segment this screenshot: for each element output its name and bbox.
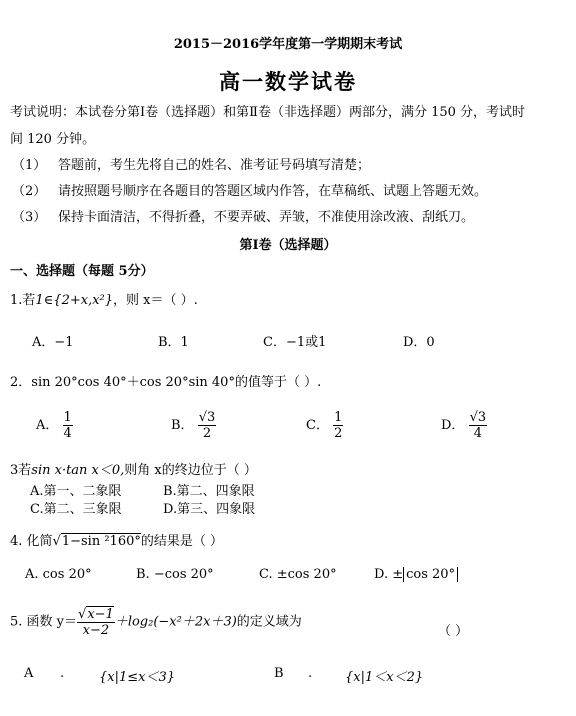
q4-sqrt-symbol: √ (52, 534, 61, 549)
q2-b-numerator: √3 (198, 410, 216, 425)
q4-radicand: 1−sin ²160° (61, 534, 141, 549)
q2-option-c-fraction (333, 410, 343, 441)
q2-c-denominator: 2 (334, 426, 343, 441)
instructions-line-1: 考试说明：本试卷分第Ⅰ卷（选择题）和第Ⅱ卷（非选择题）两部分，满分 150 分，考试时 (10, 105, 526, 120)
q3-option-a: A.第一、二象限 (30, 484, 122, 499)
q2-option-a-label: A． (36, 418, 59, 433)
q2-option-a (36, 410, 73, 441)
question-5-stem (10, 606, 302, 638)
q2-option-d-fraction (469, 410, 488, 441)
q5-denominator: x−2 (82, 623, 110, 638)
q5-numerator: √x−1 (78, 607, 114, 622)
part-one-title: 第Ⅰ卷（选择题） (239, 238, 337, 253)
instruction-1-num: （1） (12, 158, 47, 173)
section-heading: 一、选择题（每题 5分） (10, 264, 154, 279)
q2-c-numerator: 1 (334, 410, 343, 425)
q1-option-a: A．−1 (32, 335, 74, 350)
q5-option-b-label: B (274, 666, 284, 681)
q3-option-d: D.第三、四象限 (163, 502, 256, 517)
q2-option-c (306, 410, 343, 441)
question-2-stem (10, 371, 321, 390)
q4-option-a: A. cos 20° (25, 567, 92, 582)
question-1-stem (10, 289, 198, 308)
instruction-1-text: 答题前，考生先将自己的姓名、准考证号码填写清楚； (58, 158, 371, 173)
q2-b-denominator: 2 (202, 426, 212, 441)
q1-option-b: B．1 (158, 335, 189, 350)
q5-answer-paren: （ ） (438, 624, 469, 639)
q4-suffix: 的结果是（ ） (140, 534, 224, 549)
q2-math: sin 20°cos 40°＋cos 20°sin 40° (31, 375, 235, 390)
q2-option-a-fraction (63, 410, 73, 441)
q5-option-b-set: {x|1＜x＜2} (345, 670, 424, 685)
q5-numerator-radicand: x−1 (87, 607, 114, 622)
q2-option-d-label: D． (441, 418, 465, 433)
instruction-3-text: 保持卡面清洁，不得折叠，不要弄破、弄皱，不准使用涂改液、刮纸刀。 (58, 210, 475, 225)
q5-fraction (77, 606, 115, 638)
instruction-2-text: 请按照题号顺序在各题目的答题区域内作答，在草稿纸、试题上答题无效。 (58, 184, 488, 199)
q4-prefix: 4. 化简 (10, 534, 53, 549)
q2-option-b (171, 410, 216, 441)
instructions-line-2: 间 120 分钟。 (10, 132, 96, 147)
q2-d-denominator: 4 (473, 426, 482, 441)
question-4-stem (10, 530, 223, 549)
q2-suffix: 的值等于（ ）. (234, 375, 322, 390)
q2-d-numerator: √3 (469, 410, 487, 425)
q2-option-b-fraction (198, 410, 217, 441)
q4-option-d (374, 567, 458, 582)
q1-suffix: ，则 x＝（ ）. (113, 293, 198, 308)
q1-prefix: 1.若 (10, 293, 36, 308)
q1-option-c: C．−1或1 (263, 335, 327, 350)
q2-option-d (441, 410, 487, 441)
q4-option-d-abs: cos 20° (403, 567, 458, 582)
q3-suffix: 则角 x的终边位于（ ） (124, 463, 257, 478)
q2-option-b-label: B． (171, 418, 194, 433)
q4-option-b: B. −cos 20° (136, 567, 214, 582)
q2-a-numerator: 1 (63, 410, 72, 425)
q3-prefix: 3若 (10, 463, 32, 478)
q4-option-d-label: D. ± (374, 567, 404, 582)
instruction-3-num: （3） (12, 210, 47, 225)
q5-option-a-label: A (24, 666, 34, 681)
q1-math: 1∈{2+x,x²} (35, 293, 114, 308)
q1-option-d: D．0 (403, 335, 435, 350)
q4-option-c: C. ±cos 20° (259, 567, 337, 582)
q5-log: ＋log₂(−x²＋2x＋3) (114, 614, 237, 630)
q5-suffix: 的定义域为 (236, 614, 302, 630)
q2-a-denominator: 4 (63, 426, 72, 441)
q3-option-c: C.第二、三象限 (30, 502, 122, 517)
q3-option-b: B.第二、四象限 (163, 484, 255, 499)
q5-option-a-set: {x|1≤x＜3} (99, 670, 176, 685)
q2-num: 2． (10, 375, 32, 390)
q5-prefix: 5. 函数 y＝ (10, 614, 78, 630)
instruction-2-num: （2） (12, 184, 47, 199)
q2-option-c-label: C． (306, 418, 329, 433)
paper-title: 高一数学试卷 (219, 69, 357, 94)
question-3-stem (10, 459, 257, 478)
q3-math: sin x·tan x＜0, (31, 463, 125, 478)
q5-option-a-dot: . (60, 666, 65, 681)
exam-year-title: 2015－2016学年度第一学期期末考试 (173, 37, 403, 52)
q5-option-b-dot: . (308, 666, 313, 681)
